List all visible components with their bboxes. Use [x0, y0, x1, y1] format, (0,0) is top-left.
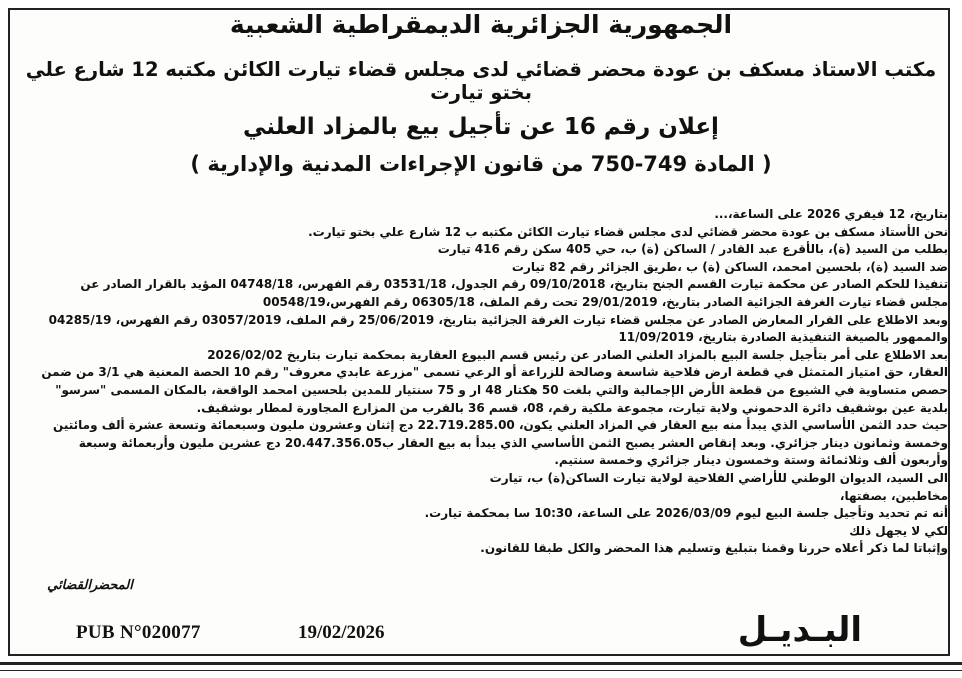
- body-line: لكي لا يجهل ذلك: [849, 523, 948, 538]
- body-line: تنفيذا للحكم الصادر عن محكمة تيارت القسم الجنح بتاريخ، 09/10/2018 رقم الجدول، 03531/18 رقم الفهرس، 04748/18 المؤيد بالقرار الصادر عن: [80, 277, 948, 292]
- body-line: نحن الأستاذ مسكف بن عودة محضر قضائي لدى مجلس قضاء تيارت الكائن مكتبه ب 12 شارع علي بختو تيارت.: [308, 224, 948, 239]
- pub-number: PUB N°020077: [76, 622, 201, 643]
- body-line: وإثباتا لما ذكر أعلاه حررنا وقمنا بتبليغ وتسليم هذا المحضر والكل طبقا للقانون.: [480, 541, 948, 556]
- announcement-title: إعلان رقم 16 عن تأجيل بيع بالمزاد العلني: [243, 114, 719, 140]
- bottom-rule-thin: [0, 670, 962, 671]
- body-line: بطلب من السيد (ة)، بالأقرع عبد القادر / الساكن (ة) ب، حي 405 سكن رقم 416 تيارت: [437, 242, 948, 257]
- body-line: وخمسة وثمانون دينار جزائري. وبعد إنقاص العشر يصبح الثمن الأساسي الذي يبدأ به بيع العقار ب20.447.356.05 دج عشرين مليون وأربعمائة وسبعة: [78, 435, 948, 450]
- body-line: مخاطبين، بصفتها،: [839, 488, 948, 503]
- body-line: بلدية عين بوشقيف دائرة الدحموني ولاية تيارت، مجموعة ملكية رقم، 08، قسم 36 بالقرب من المزارع المجاورة لمطار بوشقيف.: [196, 400, 948, 415]
- body-line: حيث حدد الثمن الأساسي الذي يبدأ منه بيع العقار في المزاد العلني يكون، 22.719.285.00 دج إثنان وعشرون مليون وسبعمائة وتسعة عشرة ألف ومائتين: [53, 418, 948, 433]
- publication-date: 19/02/2026: [298, 622, 385, 643]
- body-line: وبعد الاطلاع على القرار المعارض الصادر عن مجلس قضاء تيارت الغرفة الجزائية بتاريخ، 25/06/2019 رقم الملف، 03057/2019 رقم الفهرس، 04285/19: [48, 312, 948, 327]
- body-line: حصص متساوية في الشيوع من قطعة الأرض الإجمالية والتي بلغت 50 هكتار 48 ار و 75 سنتيار للمدين بلحسين امحمد الواقعة، بالمكان المسمى "سرسو": [55, 382, 948, 397]
- body-line: بتاريخ، 12 فيفري 2026 على الساعة،...: [714, 207, 948, 221]
- body-line: والممهور بالصيغة التنفيذية الصادرة بتاريخ، 11/09/2019: [618, 330, 948, 345]
- body-line: بعد الاطلاع على أمر بتأجيل جلسة البيع بالمزاد العلني الصادر عن رئيس قسم البيوع العقارية بمحكمة تيارت بتاريخ 2026/02/02: [207, 347, 948, 362]
- republic-title: الجمهورية الجزائرية الديمقراطية الشعبية: [229, 10, 733, 39]
- body-line: الى السيد، الديوان الوطني للأراضي الفلاحية لولاية تيارت الساكن(ة) ب، تيارت: [489, 470, 948, 485]
- body-line: أنه تم تحديد وتأجيل جلسة البيع ليوم 2026/03/09 على الساعة، 10:30 سا بمحكمة تيارت.: [424, 506, 948, 521]
- article-reference: ( المادة 749-750 من قانون الإجراءات المدنية والإدارية ): [190, 152, 772, 176]
- body-line: العقار، حق امتياز المتمثل في قطعة ارض فلاحية شاسعة وصالحة للزراعة أو الرعي تسمى "مزرعة عابدي معروف" رقم 10 الحصة المعنية هي 3/1 من ضمن: [41, 365, 948, 380]
- body-line: ضد السيد (ة)، بلحسين امحمد، الساكن (ة) ب ،طريق الجزائر رقم 82 تيارت: [511, 259, 948, 274]
- bottom-rule: [0, 662, 962, 665]
- announcement-body: [16, 206, 948, 558]
- bailiff-signature: المحضرالقضائي: [47, 578, 133, 593]
- newspaper-logo: البـديـل: [737, 610, 862, 650]
- footer-bar: [8, 608, 950, 654]
- office-line: مكتب الاستاذ مسكف بن عودة محضر قضائي لدى مجلس قضاء تيارت الكائن مكتبه 12 شارع علي بختو تيارت: [25, 58, 937, 104]
- body-line: مجلس قضاء تيارت الغرفة الجزائية الصادر بتاريخ، 29/01/2019 تحت رقم الملف، 06305/18 رقم الفهرس،00548/19: [262, 294, 948, 309]
- body-line: وأربعون ألف وثلاثمائة وستة وخمسون دينار جزائري وخمسة سنتيم.: [554, 453, 948, 468]
